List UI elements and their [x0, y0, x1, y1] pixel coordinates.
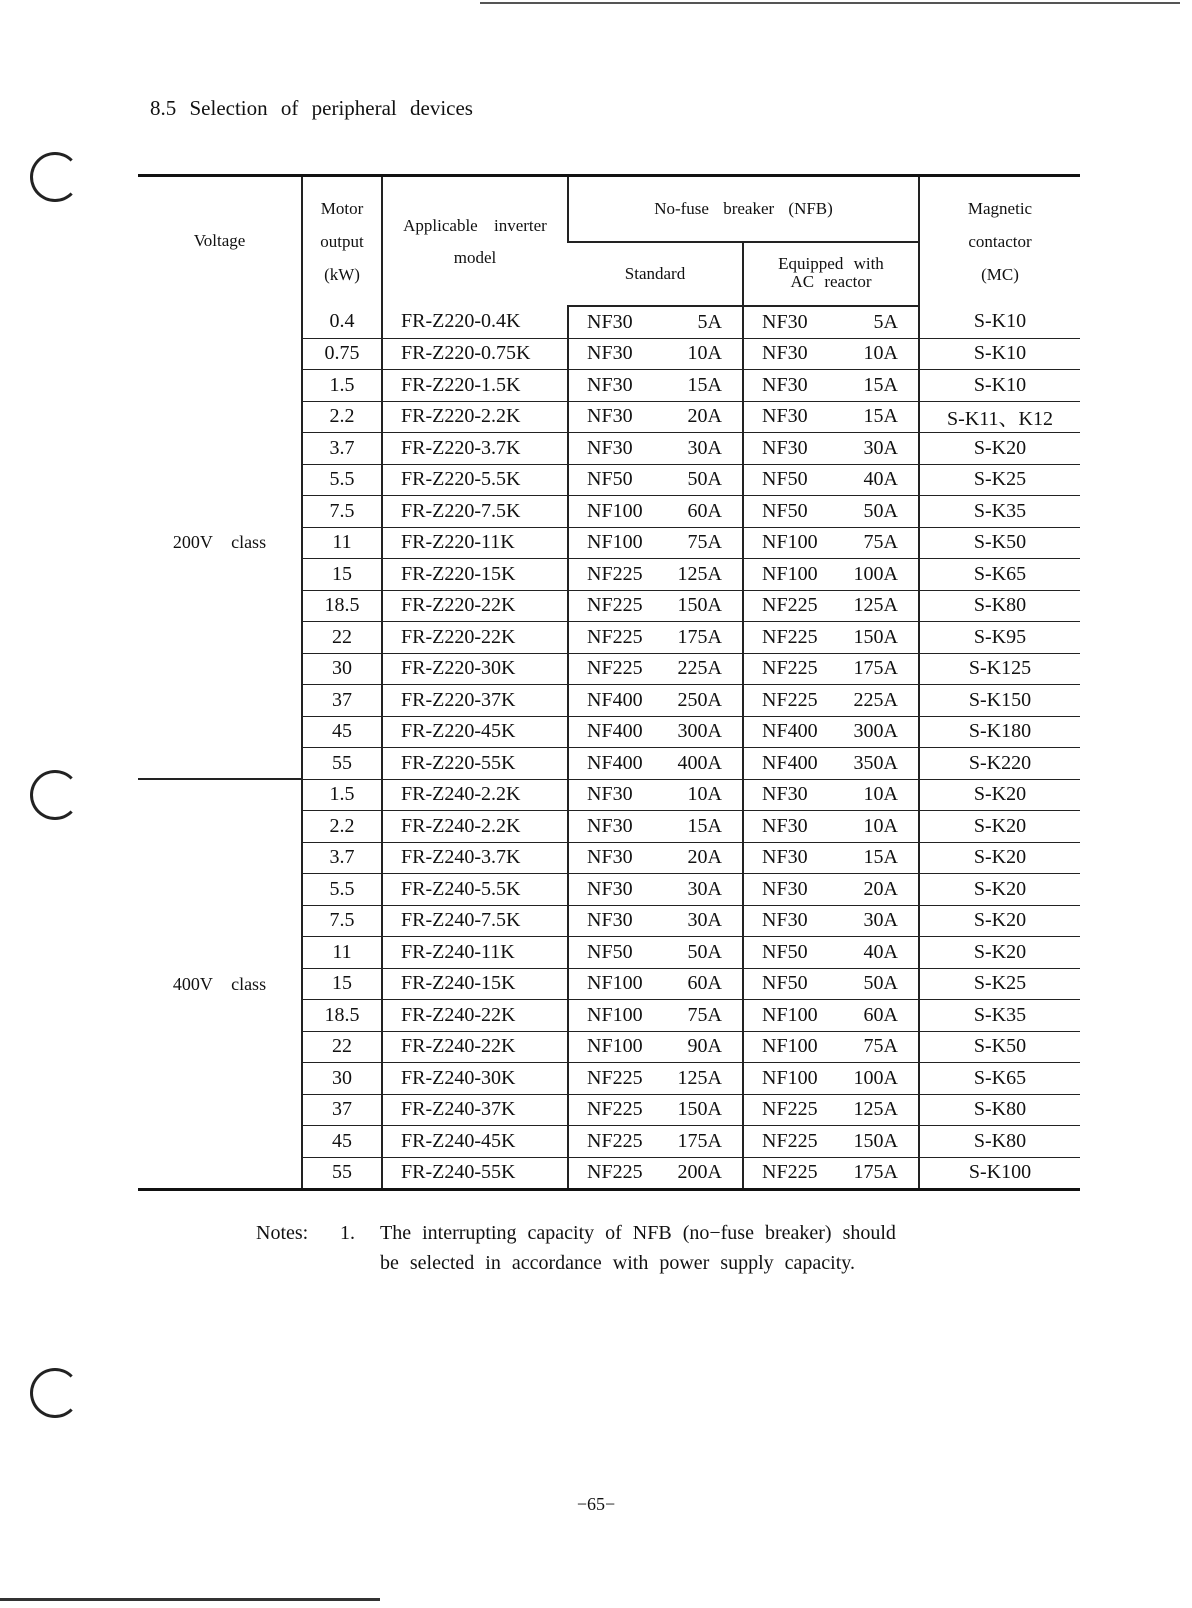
inverter-model-cell: FR-Z220-37K [382, 685, 568, 717]
magnetic-contactor-cell: S-K20 [919, 842, 1080, 874]
nfb-ac-reactor-cell-rating: 175A [853, 1161, 898, 1184]
nfb-ac-reactor-cell-rating: 30A [863, 909, 898, 932]
inverter-model-cell: FR-Z220-45K [382, 716, 568, 748]
nfb-ac-reactor-cell [743, 968, 919, 1000]
nfb-standard-cell-rating: 300A [677, 720, 722, 743]
nfb-ac-reactor-cell [743, 496, 919, 528]
nfb-standard-cell-breaker: NF400 [587, 720, 643, 743]
magnetic-contactor-cell: S-K20 [919, 905, 1080, 937]
magnetic-contactor-cell: S-K10 [919, 306, 1080, 338]
nfb-standard-cell [568, 496, 743, 528]
nfb-ac-reactor-cell [743, 1126, 919, 1158]
nfb-standard-cell-rating: 125A [677, 1066, 722, 1089]
nfb-ac-reactor-cell [743, 559, 919, 591]
nfb-ac-reactor-cell [743, 905, 919, 937]
nfb-ac-reactor-cell-rating: 10A [863, 783, 898, 806]
nfb-standard-cell-breaker: NF225 [587, 625, 643, 648]
nfb-standard-cell-breaker: NF225 [587, 1066, 643, 1089]
magnetic-contactor-cell: S-K20 [919, 433, 1080, 465]
nfb-ac-reactor-cell-rating: 15A [863, 405, 898, 428]
nfb-standard-cell-breaker: NF30 [587, 310, 633, 333]
inverter-model-cell: FR-Z220-3.7K [382, 433, 568, 465]
nfb-ac-reactor-cell-rating: 10A [863, 814, 898, 837]
nfb-ac-reactor-cell-breaker: NF30 [762, 783, 808, 806]
nfb-standard-cell-breaker: NF30 [587, 846, 633, 869]
nfb-ac-reactor-cell-breaker: NF225 [762, 625, 818, 648]
nfb-standard-cell-rating: 30A [687, 909, 722, 932]
inverter-model-cell: FR-Z220-11K [382, 527, 568, 559]
nfb-ac-reactor-cell-rating: 100A [853, 1066, 898, 1089]
nfb-ac-reactor-cell-breaker: NF225 [762, 594, 818, 617]
nfb-ac-reactor-cell-rating: 225A [853, 688, 898, 711]
motor-output-cell: 2.2 [302, 811, 382, 843]
nfb-ac-reactor-cell-rating: 30A [863, 436, 898, 459]
nfb-standard-cell-rating: 20A [687, 405, 722, 428]
nfb-ac-reactor-cell-rating: 150A [853, 625, 898, 648]
section-title: 8.5 Selection of peripheral devices [150, 96, 473, 120]
nfb-ac-reactor-cell-rating: 150A [853, 1129, 898, 1152]
magnetic-contactor-cell: S-K35 [919, 496, 1080, 528]
inverter-model-cell: FR-Z240-45K [382, 1126, 568, 1158]
nfb-standard-cell [568, 1157, 743, 1190]
motor-output-cell: 7.5 [302, 905, 382, 937]
inverter-model-cell: FR-Z220-0.75K [382, 338, 568, 370]
magnetic-contactor-cell: S-K95 [919, 622, 1080, 654]
table-row [138, 779, 1080, 811]
nfb-ac-reactor-cell [743, 370, 919, 402]
motor-output-cell: 45 [302, 716, 382, 748]
nfb-ac-reactor-cell [743, 433, 919, 465]
motor-output-cell: 45 [302, 1126, 382, 1158]
nfb-standard-cell-rating: 60A [687, 499, 722, 522]
motor-output-cell: 7.5 [302, 496, 382, 528]
nfb-ac-reactor-cell [743, 716, 919, 748]
magnetic-contactor-cell: S-K50 [919, 527, 1080, 559]
nfb-ac-reactor-cell-breaker: NF225 [762, 688, 818, 711]
inverter-model-cell: FR-Z240-2.2K [382, 779, 568, 811]
note-text-line-2: be selected in accordance with power supply capacity. [380, 1252, 855, 1274]
table-body [138, 306, 1080, 1190]
nfb-ac-reactor-cell-breaker: NF400 [762, 751, 818, 774]
nfb-ac-reactor-cell-breaker: NF30 [762, 814, 808, 837]
motor-output-cell: 37 [302, 1094, 382, 1126]
inverter-model-cell: FR-Z240-11K [382, 937, 568, 969]
nfb-standard-cell [568, 716, 743, 748]
nfb-standard-cell [568, 748, 743, 780]
header-nfb-group: No-fuse breaker (NFB) [568, 176, 919, 243]
nfb-standard-cell-rating: 30A [687, 877, 722, 900]
nfb-ac-reactor-cell-breaker: NF30 [762, 310, 808, 333]
nfb-standard-cell-rating: 90A [687, 1035, 722, 1058]
nfb-ac-reactor-cell [743, 937, 919, 969]
nfb-ac-reactor-cell-breaker: NF100 [762, 1035, 818, 1058]
nfb-ac-reactor-cell [743, 748, 919, 780]
inverter-model-cell: FR-Z220-30K [382, 653, 568, 685]
nfb-ac-reactor-cell-breaker: NF30 [762, 877, 808, 900]
nfb-ac-reactor-cell-breaker: NF30 [762, 405, 808, 428]
nfb-standard-cell [568, 1126, 743, 1158]
nfb-standard-cell [568, 622, 743, 654]
magnetic-contactor-cell: S-K80 [919, 1094, 1080, 1126]
nfb-ac-reactor-cell-rating: 300A [853, 720, 898, 743]
nfb-ac-reactor-cell [743, 1031, 919, 1063]
nfb-ac-reactor-cell-rating: 75A [863, 531, 898, 554]
motor-output-cell: 30 [302, 1063, 382, 1095]
header-inverter-model [382, 176, 568, 307]
nfb-ac-reactor-cell-rating: 100A [853, 562, 898, 585]
note-line-1 [256, 1218, 896, 1248]
nfb-standard-cell-rating: 75A [687, 1003, 722, 1026]
nfb-standard-cell-rating: 150A [677, 1098, 722, 1121]
inverter-model-cell: FR-Z240-37K [382, 1094, 568, 1126]
nfb-ac-reactor-cell [743, 842, 919, 874]
magnetic-contactor-cell: S-K25 [919, 464, 1080, 496]
top-scan-rule [480, 2, 1180, 4]
inverter-model-cell: FR-Z220-22K [382, 622, 568, 654]
nfb-ac-reactor-cell-breaker: NF50 [762, 468, 808, 491]
page-number: −65− [576, 1494, 616, 1514]
magnetic-contactor-cell: S-K100 [919, 1157, 1080, 1190]
motor-output-cell: 0.75 [302, 338, 382, 370]
nfb-standard-cell-breaker: NF100 [587, 1035, 643, 1058]
nfb-ac-reactor-cell-rating: 60A [863, 1003, 898, 1026]
nfb-ac-reactor-cell-rating: 20A [863, 877, 898, 900]
magnetic-contactor-cell: S-K65 [919, 1063, 1080, 1095]
header-nfb-ac-reactor [743, 242, 919, 306]
inverter-model-cell: FR-Z220-1.5K [382, 370, 568, 402]
header-voltage: Voltage [193, 231, 246, 251]
inverter-model-cell: FR-Z240-3.7K [382, 842, 568, 874]
inverter-model-cell: FR-Z240-22K [382, 1000, 568, 1032]
nfb-standard-cell-rating: 50A [687, 940, 722, 963]
nfb-ac-reactor-cell [743, 1000, 919, 1032]
nfb-ac-reactor-cell [743, 653, 919, 685]
nfb-standard-cell-rating: 50A [687, 468, 722, 491]
nfb-standard-cell-breaker: NF100 [587, 1003, 643, 1026]
nfb-ac-reactor-cell-breaker: NF400 [762, 720, 818, 743]
magnetic-contactor-cell: S-K20 [919, 937, 1080, 969]
magnetic-contactor-cell: S-K10 [919, 338, 1080, 370]
header-inverter-model-label: Applicable inverter model [403, 215, 547, 267]
inverter-model-cell: FR-Z240-5.5K [382, 874, 568, 906]
nfb-standard-cell-rating: 175A [677, 625, 722, 648]
magnetic-contactor-cell: S-K20 [919, 779, 1080, 811]
nfb-ac-reactor-cell-breaker: NF100 [762, 531, 818, 554]
motor-output-cell: 0.4 [302, 306, 382, 338]
magnetic-contactor-cell: S-K150 [919, 685, 1080, 717]
nfb-ac-reactor-cell-breaker: NF225 [762, 1129, 818, 1152]
nfb-ac-reactor-cell-rating: 5A [873, 310, 898, 333]
nfb-ac-reactor-cell [743, 401, 919, 433]
notes [256, 1218, 896, 1278]
punch-hole-mark [30, 152, 80, 202]
nfb-ac-reactor-cell-rating: 15A [863, 846, 898, 869]
motor-output-cell: 11 [302, 527, 382, 559]
nfb-standard-cell-breaker: NF225 [587, 594, 643, 617]
magnetic-contactor-cell: S-K20 [919, 874, 1080, 906]
nfb-ac-reactor-cell-rating: 125A [853, 1098, 898, 1121]
magnetic-contactor-cell: S-K80 [919, 590, 1080, 622]
nfb-ac-reactor-cell-rating: 75A [863, 1035, 898, 1058]
nfb-ac-reactor-cell-breaker: NF30 [762, 846, 808, 869]
nfb-ac-reactor-cell [743, 779, 919, 811]
voltage-class-cell: 200V class [138, 306, 302, 779]
nfb-ac-reactor-cell-rating: 40A [863, 468, 898, 491]
nfb-standard-cell-breaker: NF100 [587, 972, 643, 995]
motor-output-cell: 37 [302, 685, 382, 717]
nfb-ac-reactor-cell-rating: 125A [853, 594, 898, 617]
motor-output-cell: 5.5 [302, 464, 382, 496]
nfb-ac-reactor-cell-breaker: NF100 [762, 1066, 818, 1089]
nfb-standard-cell [568, 590, 743, 622]
nfb-standard-cell-rating: 20A [687, 846, 722, 869]
motor-output-cell: 3.7 [302, 433, 382, 465]
nfb-ac-reactor-cell-rating: 175A [853, 657, 898, 680]
nfb-standard-cell-rating: 10A [687, 783, 722, 806]
nfb-standard-cell-rating: 30A [687, 436, 722, 459]
nfb-ac-reactor-cell-breaker: NF30 [762, 373, 808, 396]
inverter-model-cell: FR-Z220-22K [382, 590, 568, 622]
nfb-standard-cell-breaker: NF225 [587, 657, 643, 680]
notes-label: Notes: [256, 1222, 309, 1244]
header-magnetic-contactor [919, 176, 1080, 307]
nfb-standard-cell-rating: 15A [687, 373, 722, 396]
table-row [138, 306, 1080, 338]
nfb-standard-cell [568, 779, 743, 811]
nfb-standard-cell-rating: 200A [677, 1161, 722, 1184]
nfb-standard-cell [568, 842, 743, 874]
nfb-standard-cell-rating: 60A [687, 972, 722, 995]
nfb-ac-reactor-cell-breaker: NF50 [762, 499, 808, 522]
magnetic-contactor-cell: S-K11、K12 [919, 401, 1080, 433]
nfb-standard-cell [568, 874, 743, 906]
nfb-ac-reactor-cell [743, 338, 919, 370]
nfb-standard-cell-breaker: NF100 [587, 499, 643, 522]
header-motor-output-label: Motor output (kW) [320, 199, 364, 284]
motor-output-cell: 11 [302, 937, 382, 969]
nfb-ac-reactor-cell [743, 1063, 919, 1095]
nfb-standard-cell [568, 306, 743, 338]
nfb-standard-cell [568, 653, 743, 685]
motor-output-cell: 55 [302, 1157, 382, 1190]
nfb-standard-cell [568, 401, 743, 433]
motor-output-cell: 2.2 [302, 401, 382, 433]
motor-output-cell: 1.5 [302, 779, 382, 811]
nfb-ac-reactor-cell-rating: 50A [863, 499, 898, 522]
nfb-ac-reactor-cell-breaker: NF225 [762, 1161, 818, 1184]
motor-output-cell: 3.7 [302, 842, 382, 874]
nfb-ac-reactor-cell-rating: 15A [863, 373, 898, 396]
nfb-standard-cell-rating: 10A [687, 342, 722, 365]
motor-output-cell: 22 [302, 1031, 382, 1063]
nfb-standard-cell-rating: 400A [677, 751, 722, 774]
nfb-ac-reactor-cell [743, 1094, 919, 1126]
nfb-standard-cell-breaker: NF30 [587, 436, 633, 459]
inverter-model-cell: FR-Z240-22K [382, 1031, 568, 1063]
punch-hole-mark [30, 770, 80, 820]
nfb-ac-reactor-cell [743, 527, 919, 559]
nfb-standard-cell-breaker: NF30 [587, 405, 633, 428]
magnetic-contactor-cell: S-K80 [919, 1126, 1080, 1158]
nfb-ac-reactor-cell-rating: 40A [863, 940, 898, 963]
nfb-standard-cell-breaker: NF225 [587, 1098, 643, 1121]
nfb-standard-cell [568, 1000, 743, 1032]
nfb-standard-cell-breaker: NF30 [587, 814, 633, 837]
nfb-ac-reactor-cell-rating: 10A [863, 342, 898, 365]
magnetic-contactor-cell: S-K125 [919, 653, 1080, 685]
inverter-model-cell: FR-Z240-7.5K [382, 905, 568, 937]
nfb-standard-cell-breaker: NF225 [587, 562, 643, 585]
nfb-standard-cell-breaker: NF100 [587, 531, 643, 554]
nfb-ac-reactor-cell [743, 464, 919, 496]
nfb-standard-cell-breaker: NF30 [587, 783, 633, 806]
nfb-ac-reactor-cell-breaker: NF30 [762, 909, 808, 932]
nfb-standard-cell-breaker: NF50 [587, 940, 633, 963]
nfb-ac-reactor-cell [743, 811, 919, 843]
nfb-ac-reactor-cell-breaker: NF50 [762, 972, 808, 995]
note-number: 1. [340, 1222, 355, 1244]
nfb-standard-cell-breaker: NF30 [587, 373, 633, 396]
nfb-standard-cell-rating: 175A [677, 1129, 722, 1152]
nfb-standard-cell-breaker: NF30 [587, 877, 633, 900]
magnetic-contactor-cell: S-K65 [919, 559, 1080, 591]
motor-output-cell: 5.5 [302, 874, 382, 906]
nfb-standard-cell-breaker: NF225 [587, 1161, 643, 1184]
inverter-model-cell: FR-Z220-0.4K [382, 306, 568, 338]
magnetic-contactor-cell: S-K35 [919, 1000, 1080, 1032]
nfb-standard-cell-breaker: NF30 [587, 909, 633, 932]
motor-output-cell: 15 [302, 559, 382, 591]
motor-output-cell: 22 [302, 622, 382, 654]
header-magnetic-contactor-label: Magnetic contactor (MC) [967, 199, 1033, 284]
nfb-ac-reactor-cell [743, 590, 919, 622]
magnetic-contactor-cell: S-K220 [919, 748, 1080, 780]
header-motor-output [302, 176, 382, 307]
nfb-standard-cell-rating: 250A [677, 688, 722, 711]
nfb-standard-cell-breaker: NF400 [587, 688, 643, 711]
nfb-standard-cell [568, 433, 743, 465]
nfb-ac-reactor-cell-rating: 350A [853, 751, 898, 774]
nfb-standard-cell [568, 937, 743, 969]
magnetic-contactor-cell: S-K10 [919, 370, 1080, 402]
header-nfb-standard: Standard [568, 242, 743, 306]
nfb-ac-reactor-cell-breaker: NF30 [762, 436, 808, 459]
inverter-model-cell: FR-Z220-55K [382, 748, 568, 780]
nfb-standard-cell-breaker: NF50 [587, 468, 633, 491]
nfb-standard-cell-rating: 225A [677, 657, 722, 680]
nfb-standard-cell [568, 559, 743, 591]
magnetic-contactor-cell: S-K50 [919, 1031, 1080, 1063]
nfb-ac-reactor-cell [743, 622, 919, 654]
inverter-model-cell: FR-Z240-15K [382, 968, 568, 1000]
nfb-standard-cell [568, 905, 743, 937]
nfb-ac-reactor-cell [743, 685, 919, 717]
nfb-standard-cell [568, 1094, 743, 1126]
nfb-standard-cell [568, 1063, 743, 1095]
nfb-ac-reactor-cell-breaker: NF30 [762, 342, 808, 365]
motor-output-cell: 30 [302, 653, 382, 685]
nfb-ac-reactor-cell-breaker: NF100 [762, 562, 818, 585]
nfb-standard-cell-breaker: NF400 [587, 751, 643, 774]
punch-hole-mark [30, 1368, 80, 1418]
nfb-standard-cell-rating: 75A [687, 531, 722, 554]
nfb-standard-cell-rating: 15A [687, 814, 722, 837]
nfb-standard-cell-rating: 5A [697, 310, 722, 333]
nfb-standard-cell-breaker: NF225 [587, 1129, 643, 1152]
inverter-model-cell: FR-Z220-2.2K [382, 401, 568, 433]
inverter-model-cell: FR-Z240-55K [382, 1157, 568, 1190]
nfb-standard-cell [568, 811, 743, 843]
motor-output-cell: 55 [302, 748, 382, 780]
header-nfb-ac-reactor-label: Equipped with AC reactor [778, 253, 884, 291]
motor-output-cell: 18.5 [302, 1000, 382, 1032]
magnetic-contactor-cell: S-K20 [919, 811, 1080, 843]
magnetic-contactor-cell: S-K25 [919, 968, 1080, 1000]
motor-output-cell: 15 [302, 968, 382, 1000]
bottom-scan-rule [0, 1598, 380, 1601]
nfb-standard-cell [568, 1031, 743, 1063]
inverter-model-cell: FR-Z220-5.5K [382, 464, 568, 496]
inverter-model-cell: FR-Z220-15K [382, 559, 568, 591]
nfb-standard-cell [568, 370, 743, 402]
motor-output-cell: 1.5 [302, 370, 382, 402]
inverter-model-cell: FR-Z220-7.5K [382, 496, 568, 528]
nfb-ac-reactor-cell-breaker: NF100 [762, 1003, 818, 1026]
nfb-ac-reactor-cell-breaker: NF50 [762, 940, 808, 963]
inverter-model-cell: FR-Z240-2.2K [382, 811, 568, 843]
nfb-ac-reactor-cell [743, 306, 919, 338]
nfb-standard-cell [568, 464, 743, 496]
note-text-line-1: The interrupting capacity of NFB (no−fuse breaker) should [380, 1222, 896, 1244]
motor-output-cell: 18.5 [302, 590, 382, 622]
nfb-standard-cell-rating: 150A [677, 594, 722, 617]
nfb-standard-cell [568, 968, 743, 1000]
nfb-standard-cell [568, 338, 743, 370]
nfb-ac-reactor-cell-rating: 50A [863, 972, 898, 995]
nfb-ac-reactor-cell [743, 1157, 919, 1190]
nfb-ac-reactor-cell-breaker: NF225 [762, 657, 818, 680]
nfb-standard-cell-rating: 125A [677, 562, 722, 585]
inverter-model-cell: FR-Z240-30K [382, 1063, 568, 1095]
nfb-standard-cell [568, 527, 743, 559]
nfb-standard-cell [568, 685, 743, 717]
nfb-ac-reactor-cell-breaker: NF225 [762, 1098, 818, 1121]
nfb-ac-reactor-cell [743, 874, 919, 906]
peripheral-devices-table [138, 174, 1080, 1191]
voltage-class-cell: 400V class [138, 779, 302, 1190]
nfb-standard-cell-breaker: NF30 [587, 342, 633, 365]
magnetic-contactor-cell: S-K180 [919, 716, 1080, 748]
